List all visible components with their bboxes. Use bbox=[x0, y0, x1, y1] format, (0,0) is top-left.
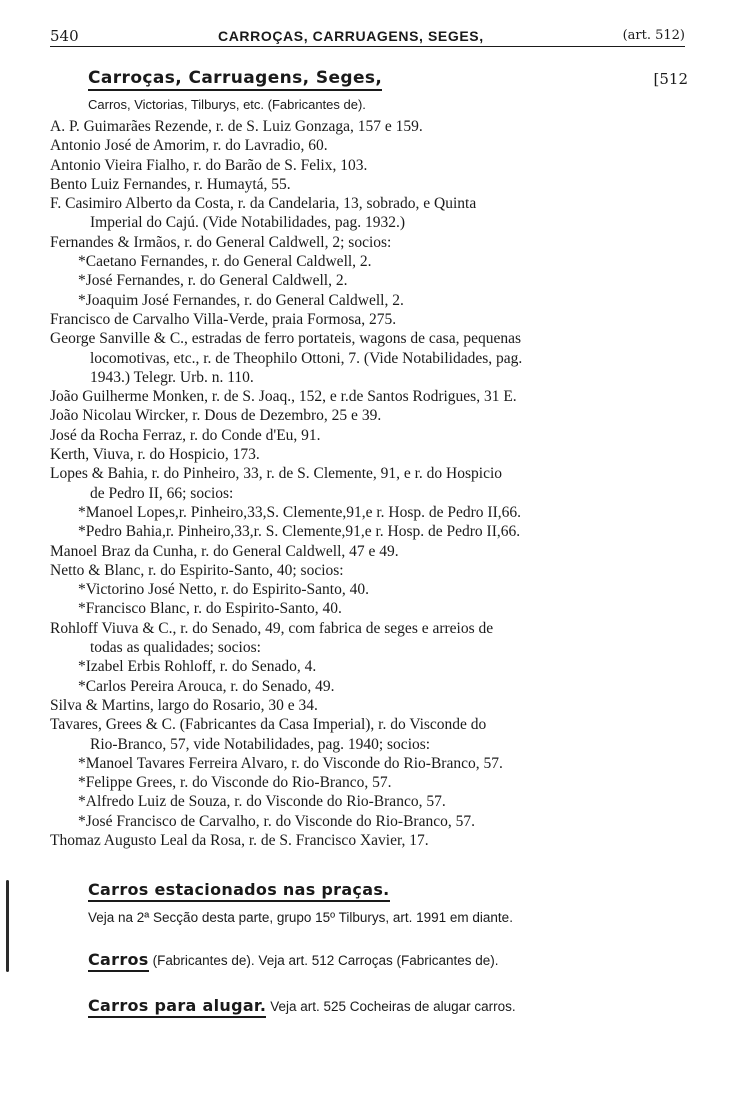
directory-entry: Tavares, Grees & C. (Fabricantes da Casa Imperial), r. do Visconde do bbox=[50, 716, 487, 734]
running-header bbox=[50, 24, 685, 47]
section-heading: Carroças, Carruagens, Seges, bbox=[88, 68, 382, 91]
partner-line: *José Fernandes, r. do General Caldwell, 2. bbox=[78, 272, 348, 290]
xref-carros-estacionados bbox=[88, 880, 708, 925]
xref-text: Veja na 2ª Secção desta parte, grupo 15º Tilburys, art. 1991 em diante. bbox=[88, 910, 513, 925]
directory-entry: Rohloff Viuva & C., r. do Senado, 49, com fabrica de seges e arreios de bbox=[50, 619, 494, 637]
partner-line: *Felippe Grees, r. do Visconde do Rio-Branco, 57. bbox=[78, 774, 392, 792]
entry-continuation: de Pedro II, 66; socios: bbox=[90, 484, 234, 502]
directory-entry: Fernandes & Irmãos, r. do General Caldwell, 2; socios: bbox=[50, 233, 392, 251]
xref-carros-fabricantes bbox=[88, 950, 708, 972]
partner-line: *Victorino José Netto, r. do Espirito-Santo, 40. bbox=[78, 581, 369, 599]
directory-entry: Manoel Braz da Cunha, r. do General Caldwell, 47 e 49. bbox=[50, 542, 399, 560]
directory-entry: Silva & Martins, largo do Rosario, 30 e 34. bbox=[50, 696, 318, 714]
entry-list bbox=[50, 117, 700, 850]
margin-scan-mark bbox=[6, 880, 9, 972]
partner-line: *Alfredo Luiz de Souza, r. do Visconde do Rio-Branco, 57. bbox=[78, 793, 446, 811]
directory-entry: Antonio José de Amorim, r. do Lavradio, 60. bbox=[50, 137, 328, 155]
directory-entry: João Guilherme Monken, r. de S. Joaq., 152, e r.de Santos Rodrigues, 31 E. bbox=[50, 388, 517, 406]
directory-entry: A. P. Guimarães Rezende, r. de S. Luiz Gonzaga, 157 e 159. bbox=[50, 118, 423, 135]
running-title: CARROÇAS, CARRUAGENS, SEGES, bbox=[218, 28, 484, 44]
partner-line: *Francisco Blanc, r. do Espirito-Santo, 40. bbox=[78, 600, 342, 618]
partner-line: *José Francisco de Carvalho, r. do Visconde do Rio-Branco, 57. bbox=[78, 812, 475, 830]
entry-continuation: todas as qualidades; socios: bbox=[90, 639, 261, 657]
directory-entry: João Nicolau Wircker, r. Dous de Dezembro, 25 e 39. bbox=[50, 407, 382, 425]
directory-entry: Francisco de Carvalho Villa-Verde, praia Formosa, 275. bbox=[50, 310, 397, 328]
partner-line: *Manoel Lopes,r. Pinheiro,33,S. Clemente,91,e r. Hosp. de Pedro II,66. bbox=[78, 503, 521, 521]
xref-heading: Carros para alugar. bbox=[88, 996, 266, 1018]
section-sub-note: Carros, Victorias, Tilburys, etc. (Fabricantes de). bbox=[88, 97, 366, 112]
xref-text: Veja art. 525 Cocheiras de alugar carros. bbox=[270, 999, 516, 1014]
directory-entry: José da Rocha Ferraz, r. do Conde d'Eu, 91. bbox=[50, 426, 321, 444]
directory-entry: F. Casimiro Alberto da Costa, r. da Candelaria, 13, sobrado, e Quinta bbox=[50, 195, 477, 213]
section-number: [512 bbox=[653, 70, 688, 88]
section-heading-block bbox=[88, 68, 688, 94]
page-number: 540 bbox=[50, 27, 79, 45]
partner-line: *Pedro Bahia,r. Pinheiro,33,r. S. Clemente,91,e r. Hosp. de Pedro II,66. bbox=[78, 523, 521, 541]
xref-text: (Fabricantes de). Veja art. 512 Carroças (Fabricantes de). bbox=[152, 953, 499, 968]
directory-entry: Antonio Vieira Fialho, r. do Barão de S. Felix, 103. bbox=[50, 156, 368, 174]
entry-continuation: locomotivas, etc., r. de Theophilo Ottoni, 7. (Vide Notabilidades, pag. bbox=[90, 349, 523, 367]
xref-carros-alugar bbox=[88, 996, 708, 1018]
article-reference: (art. 512) bbox=[622, 28, 685, 43]
xref-heading: Carros bbox=[88, 950, 149, 972]
directory-entry: Lopes & Bahia, r. do Pinheiro, 33, r. de S. Clemente, 91, e r. do Hospicio bbox=[50, 465, 503, 483]
xref-heading: Carros estacionados nas praças. bbox=[88, 880, 390, 902]
entry-continuation: Rio-Branco, 57, vide Notabilidades, pag. 1940; socios: bbox=[90, 735, 431, 753]
partner-line: *Joaquim José Fernandes, r. do General Caldwell, 2. bbox=[78, 291, 404, 309]
partner-line: *Manoel Tavares Ferreira Alvaro, r. do Visconde do Rio-Branco, 57. bbox=[78, 754, 503, 772]
directory-entry: Netto & Blanc, r. do Espirito-Santo, 40; socios: bbox=[50, 561, 344, 579]
entry-continuation: Imperial do Cajú. (Vide Notabilidades, pag. 1932.) bbox=[90, 214, 406, 232]
directory-entry: Thomaz Augusto Leal da Rosa, r. de S. Francisco Xavier, 17. bbox=[50, 831, 429, 849]
partner-line: *Caetano Fernandes, r. do General Caldwell, 2. bbox=[78, 253, 372, 271]
directory-entry: George Sanville & C., estradas de ferro portateis, wagons de casa, pequenas bbox=[50, 330, 522, 348]
partner-line: *Carlos Pereira Arouca, r. do Senado, 49. bbox=[78, 677, 335, 695]
directory-entry: Kerth, Viuva, r. do Hospicio, 173. bbox=[50, 446, 260, 464]
entry-continuation: 1943.) Telegr. Urb. n. 110. bbox=[90, 368, 254, 386]
partner-line: *Izabel Erbis Rohloff, r. do Senado, 4. bbox=[78, 658, 317, 676]
directory-entry: Bento Luiz Fernandes, r. Humaytá, 55. bbox=[50, 175, 291, 193]
